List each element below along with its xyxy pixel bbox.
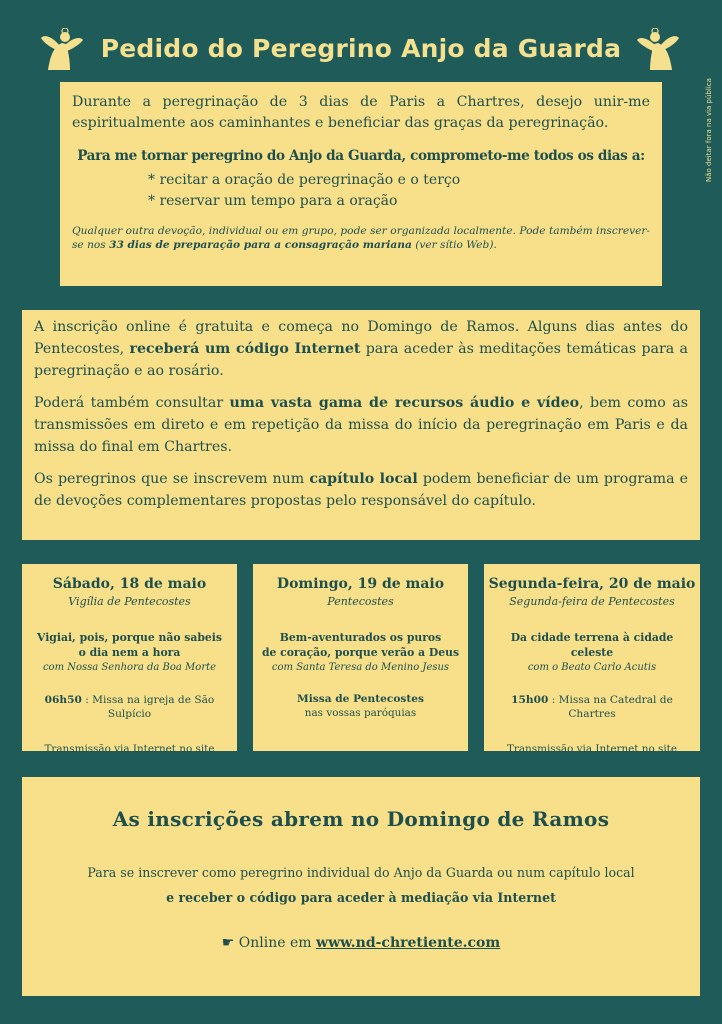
mass-place: : Missa na Catedral de Chartres xyxy=(548,694,673,720)
day-mass-place: nas vossas paróquias xyxy=(304,707,417,719)
day-subtitle: Segunda-feira de Pentecostes xyxy=(509,595,675,608)
mass-time: 06h50 xyxy=(44,694,82,706)
intro-paragraph: Durante a peregrinação de 3 dias de Paris a Chartres, desejo unir-me espiritualmente aos caminhantes e beneficiar das graças da peregrinação. xyxy=(72,94,650,131)
mass-time: 15h00 xyxy=(511,694,549,706)
commitment-heading: Para me tornar peregrino do Anjo da Guarda, comprometo-me todos os dias a: xyxy=(77,148,645,164)
commitment-item: * recitar a oração de peregrinação e o terço xyxy=(148,172,461,188)
day-mass: Missa de Pentecostes xyxy=(297,693,424,705)
day-theme-line: de coração, porque verão a Deus xyxy=(261,646,460,659)
day-subtitle: Vigília de Pentecostes xyxy=(68,595,191,608)
day-theme-line: Vigiai, pois, porque não sabeis xyxy=(37,631,222,644)
day-card-saturday xyxy=(22,564,237,755)
info-bold: uma vasta gama de recursos áudio e vídeo xyxy=(229,395,580,411)
page-title: Pedido do Peregrino Anjo da Guarda xyxy=(100,34,622,63)
online-line xyxy=(22,935,700,951)
day-mass xyxy=(488,693,696,721)
intro-note xyxy=(72,224,650,252)
day-date: Domingo, 19 de maio xyxy=(276,576,445,592)
info-bold: capítulo local xyxy=(309,471,418,487)
day-theme xyxy=(26,630,233,660)
note-bold: 33 dias de preparação para a consagração mariana xyxy=(109,239,412,251)
day-card-monday xyxy=(484,564,700,755)
info-text: , bem como as transmissões em direto e em repetição da missa do início da peregrinação em Paris e da missa do final em Chartres. xyxy=(34,395,688,455)
info-text: Os peregrinos que se inscrevem num xyxy=(34,471,310,487)
website-link[interactable]: www.nd-chretiente.com xyxy=(316,935,501,951)
angel-icon xyxy=(636,28,680,76)
header xyxy=(0,28,722,78)
note-text: Qualquer outra devoção, individual ou em grupo, pode ser organizada localmente. Pode também inscrever-se nos xyxy=(72,225,650,251)
info-paragraph xyxy=(34,392,688,458)
day-theme: Da cidade terrena à cidade celeste xyxy=(510,631,674,659)
day-theme xyxy=(257,630,464,660)
pointing-hand-icon: ☛ xyxy=(221,935,235,951)
day-theme-line: Bem-aventurados os puros xyxy=(279,631,442,644)
day-patron: com o Beato Carlo Acutis xyxy=(527,662,657,673)
info-text: A inscrição online é gratuita e começa no Domingo de Ramos. Alguns dias antes do Pentecostes, xyxy=(34,319,688,357)
day-card-sunday xyxy=(253,564,468,751)
info-bold: receberá um código Internet xyxy=(129,341,361,357)
registration-panel xyxy=(22,777,700,996)
note-text: (ver sítio Web). xyxy=(411,239,497,251)
info-text: para aceder às meditações temáticas para a peregrinação e ao rosário. xyxy=(34,341,688,379)
day-patron: com Santa Teresa do Menino Jesus xyxy=(271,662,450,673)
day-subtitle: Pentecostes xyxy=(327,595,394,608)
online-label: Online em xyxy=(234,935,317,951)
info-panel xyxy=(22,310,700,540)
info-text: Poderá também consultar xyxy=(34,395,230,411)
side-note: Não deitar fora na via pública xyxy=(705,78,713,182)
day-date: Sábado, 18 de maio xyxy=(52,576,207,592)
commitment-item: * reservar um tempo para a oração xyxy=(148,193,398,209)
day-date: Segunda-feira, 20 de maio xyxy=(488,576,696,592)
registration-text-bold: e receber o código para aceder à mediação via Internet xyxy=(166,890,556,905)
day-patron: com Nossa Senhora da Boa Morte xyxy=(42,662,217,673)
day-broadcast: Transmissão via Internet no site xyxy=(506,743,678,755)
day-mass xyxy=(26,693,233,721)
info-paragraph xyxy=(34,468,688,512)
info-text: podem beneficiar de um programa e de devoções complementares propostas pelo responsável do capítulo. xyxy=(34,471,689,509)
info-paragraph xyxy=(34,316,688,382)
day-broadcast: Transmissão via Internet no site xyxy=(44,743,215,755)
registration-text: Para se inscrever como peregrino individual do Anjo da Guarda ou num capítulo local xyxy=(87,865,635,880)
registration-heading: As inscrições abrem no Domingo de Ramos xyxy=(112,807,610,831)
day-theme-line: o dia nem a hora xyxy=(78,646,181,659)
intro-panel xyxy=(60,82,662,286)
mass-place: : Missa na igreja de São Sulpício xyxy=(81,694,215,720)
